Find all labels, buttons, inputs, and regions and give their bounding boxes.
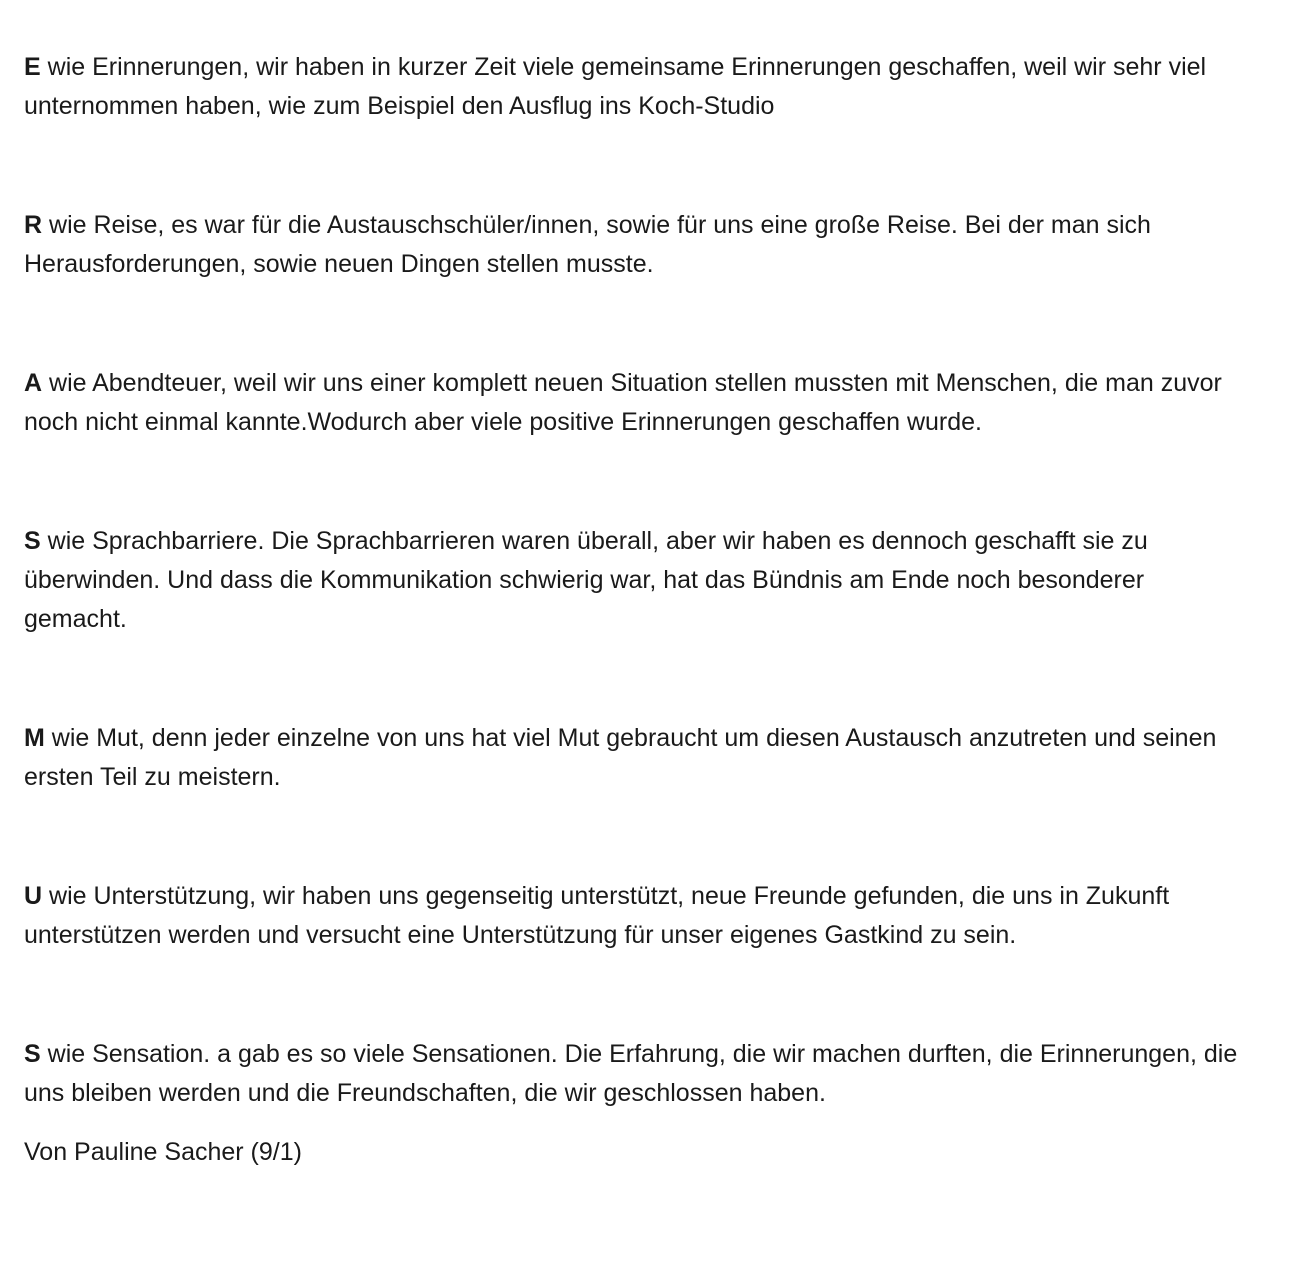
acrostic-text: wie Unterstützung, wir haben uns gegenseitig unterstützt, neue Freunde gefunden, die uns in Zukunft unterstützen werden und versucht eine Unterstützung für unser eigenes Gastkind zu sein.	[24, 882, 1170, 949]
acrostic-text: wie Mut, denn jeder einzelne von uns hat viel Mut gebraucht um diesen Austausch anzutreten und seinen ersten Teil zu meistern.	[24, 724, 1217, 791]
acrostic-entry-u	[24, 877, 1244, 955]
acrostic-letter: U	[24, 882, 43, 910]
acrostic-entry-m	[24, 719, 1244, 797]
author-signature: Von Pauline Sacher (9/1)	[24, 1138, 302, 1166]
acrostic-text: wie Sensation. a gab es so viele Sensationen. Die Erfahrung, die wir machen durften, die Erinnerungen, die uns bleiben werden und die Freundschaften, die wir geschlossen haben.	[24, 1040, 1238, 1107]
acrostic-entry-e	[24, 48, 1244, 126]
acrostic-entry-s1	[24, 522, 1244, 639]
acrostic-text: wie Erinnerungen, wir haben in kurzer Zeit viele gemeinsame Erinnerungen geschaffen, weil wir sehr viel unternommen haben, wie zum Beispiel den Ausflug ins Koch-Studio	[24, 53, 1207, 120]
acrostic-text: wie Sprachbarriere. Die Sprachbarrieren waren überall, aber wir haben es dennoch geschafft sie zu überwinden. Und dass die Kommunikation schwierig war, hat das Bündnis am Ende noch besonderer gemacht.	[24, 527, 1148, 633]
acrostic-letter: S	[24, 1040, 41, 1068]
acrostic-text: wie Abendteuer, weil wir uns einer komplett neuen Situation stellen mussten mit Menschen, die man zuvor noch nicht einmal kannte.Wodurch aber viele positive Erinnerungen geschaffen wurde.	[24, 369, 1222, 436]
acrostic-letter: E	[24, 53, 41, 81]
acrostic-entry-r	[24, 206, 1244, 284]
acrostic-text: wie Reise, es war für die Austauschschüler/innen, sowie für uns eine große Reise. Bei der man sich Herausforderungen, sowie neuen Dingen stellen musste.	[24, 211, 1151, 278]
acrostic-letter: M	[24, 724, 45, 752]
acrostic-letter: R	[24, 211, 43, 239]
document-body	[24, 48, 1244, 1172]
acrostic-letter: A	[24, 369, 43, 397]
acrostic-entry-a	[24, 364, 1244, 442]
acrostic-letter: S	[24, 527, 41, 555]
acrostic-entry-s2	[24, 1035, 1244, 1113]
